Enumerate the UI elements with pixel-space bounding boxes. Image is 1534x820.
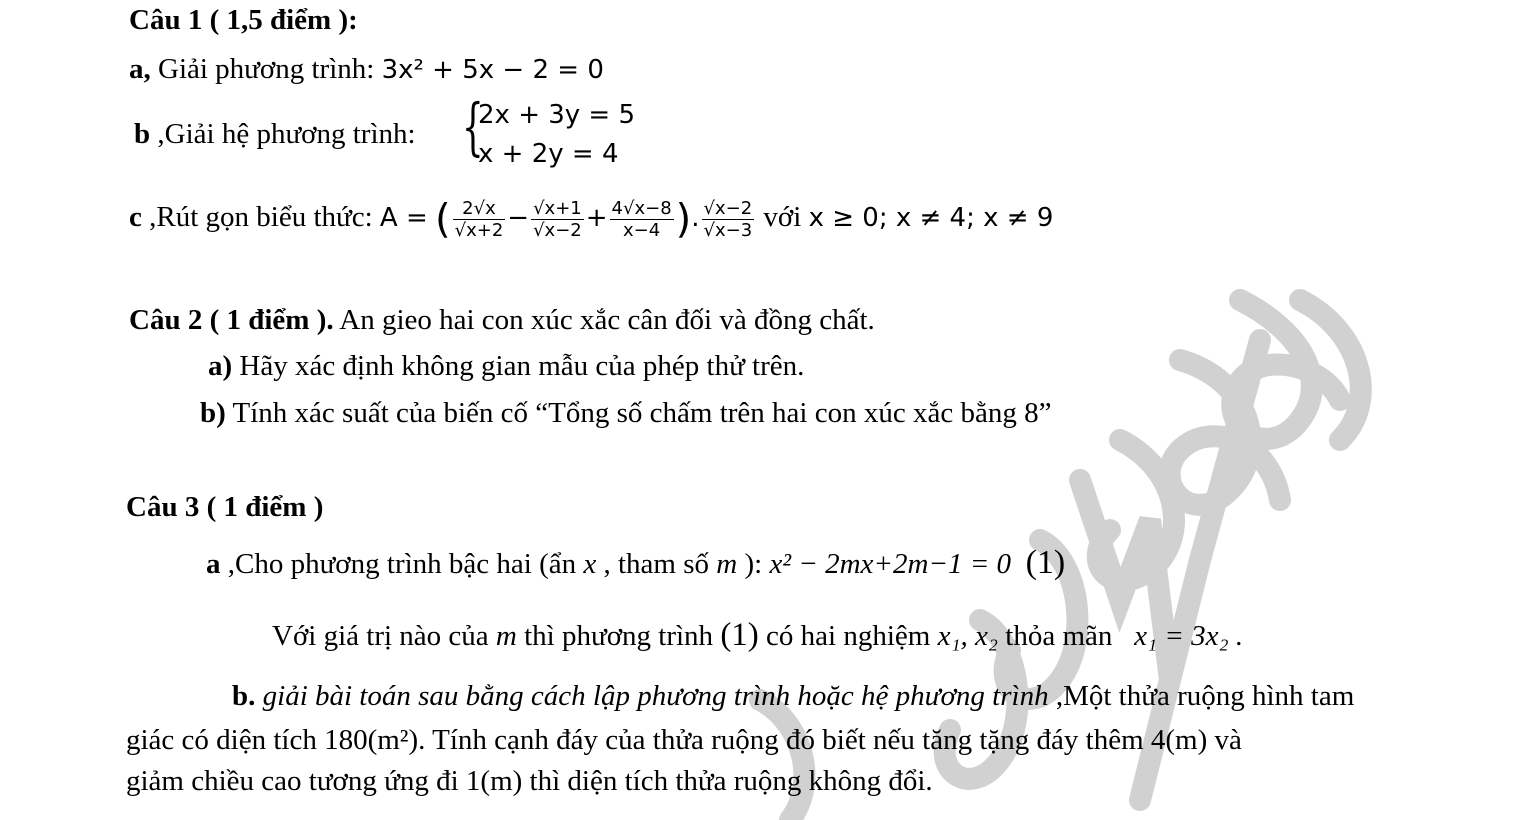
q1b-text: ,Giải hệ phương trình: <box>150 118 416 150</box>
plus-sign: + <box>585 203 608 234</box>
fraction-1 <box>453 198 506 241</box>
q3b-line-1 <box>232 679 1354 713</box>
q3a2-text-2: thì phương trình <box>516 620 721 652</box>
system-brace: { <box>462 90 484 163</box>
q2b-text: Tính xác suất của biến cố “Tổng số chấm trên hai con xúc xắc bằng 8” <box>225 397 1052 429</box>
q3a2-roots: x₁, x₂ <box>937 620 999 652</box>
q2a-line <box>208 349 804 383</box>
q3a-line <box>206 546 1065 581</box>
q3a2-var-m: m <box>495 620 517 652</box>
q1b-equation-1: 2x + 3y = 5 <box>478 100 636 130</box>
q3a2-text-4: thỏa mãn <box>998 620 1120 652</box>
q1c-line <box>129 198 1053 241</box>
q3b-text-1: ,Một thửa ruộng hình tam <box>1048 680 1355 712</box>
q1a-text: Giải phương trình: <box>150 53 382 85</box>
q2a-label: a) <box>208 350 233 382</box>
q1c-condition-word: với <box>763 201 802 234</box>
q2-intro: An gieo hai con xúc xắc cân đối và đồng chất. <box>333 304 875 336</box>
q3-heading: Câu 3 ( 1 điểm ) <box>126 491 324 523</box>
q2-heading-line <box>129 303 875 337</box>
fraction-2-denominator: √x−2 <box>533 220 582 241</box>
q3a-label: a <box>206 548 221 580</box>
q3b-label: b. <box>232 680 256 712</box>
q1c-condition: x ≥ 0; x ≠ 4; x ≠ 9 <box>808 203 1054 234</box>
q1a-line <box>129 52 604 87</box>
q3b-line-2: giác có diện tích 180(m²). Tính cạnh đáy của thửa ruộng đó biết nếu tăng tặng đáy thêm 4(m) và <box>126 724 1242 756</box>
dot-operator: . <box>691 203 700 234</box>
q3a-var-m: m <box>716 548 738 580</box>
q3a2-text-1: Với giá trị nào của <box>272 620 496 652</box>
q3b-line-3: giảm chiều cao tương ứng đi 1(m) thì diện tích thửa ruộng không đổi. <box>126 765 933 797</box>
fraction-4 <box>702 198 755 241</box>
q2-heading: Câu 2 ( 1 điểm ). <box>129 304 334 336</box>
minus-sign: − <box>507 203 530 234</box>
fraction-2-numerator: √x+1 <box>533 198 582 219</box>
q2a-text: Hãy xác định không gian mẫu của phép thử trên. <box>232 350 805 382</box>
q3a-equation: x² − 2mx+2m−1 = 0 <box>769 548 1012 580</box>
fraction-2 <box>531 198 584 241</box>
fraction-3 <box>610 198 674 241</box>
q3a-text-2: , tham số <box>596 548 717 580</box>
q1c-A: A = <box>379 203 428 234</box>
open-paren: ( <box>435 196 451 243</box>
q3a2-text-3: có hai nghiệm <box>758 620 938 652</box>
q3a2-ref: (1) <box>720 617 759 653</box>
q1a-equation: 3x² + 5x − 2 = 0 <box>381 55 604 85</box>
q3a-text-1: ,Cho phương trình bậc hai (ẩn <box>220 548 584 580</box>
q3a2-line <box>272 618 1243 653</box>
q3a-var-x: x <box>583 548 597 580</box>
fraction-4-denominator: √x−3 <box>703 220 753 241</box>
q1b-label: b <box>134 118 151 150</box>
q1b-line <box>134 117 416 151</box>
q1-heading: Câu 1 ( 1,5 điểm ): <box>129 4 358 36</box>
q2b-line <box>200 396 1051 430</box>
close-paren: ) <box>675 196 692 243</box>
q1b-equation-2: x + 2y = 4 <box>478 139 619 169</box>
fraction-1-numerator: 2√x <box>453 198 506 220</box>
q1c-text: ,Rút gọn biểu thức: <box>141 201 380 234</box>
fraction-3-denominator: x−4 <box>622 220 661 241</box>
fraction-4-numerator: √x−2 <box>703 198 753 219</box>
q2b-label: b) <box>200 397 226 429</box>
q1a-label: a, <box>129 53 151 85</box>
fraction-1-denominator: √x+2 <box>454 220 504 241</box>
fraction-3-numerator: 4√x−8 <box>611 198 672 219</box>
q3a2-condition: x₁ = 3x₂ . <box>1134 620 1244 652</box>
q3a-equation-number: (1) <box>1025 544 1066 581</box>
q3b-italic-text: giải bài toán sau bằng cách lập phương trình hoặc hệ phương trình <box>255 680 1049 712</box>
q3a-text-3: ): <box>737 548 770 580</box>
q1c-label: c <box>129 201 142 234</box>
